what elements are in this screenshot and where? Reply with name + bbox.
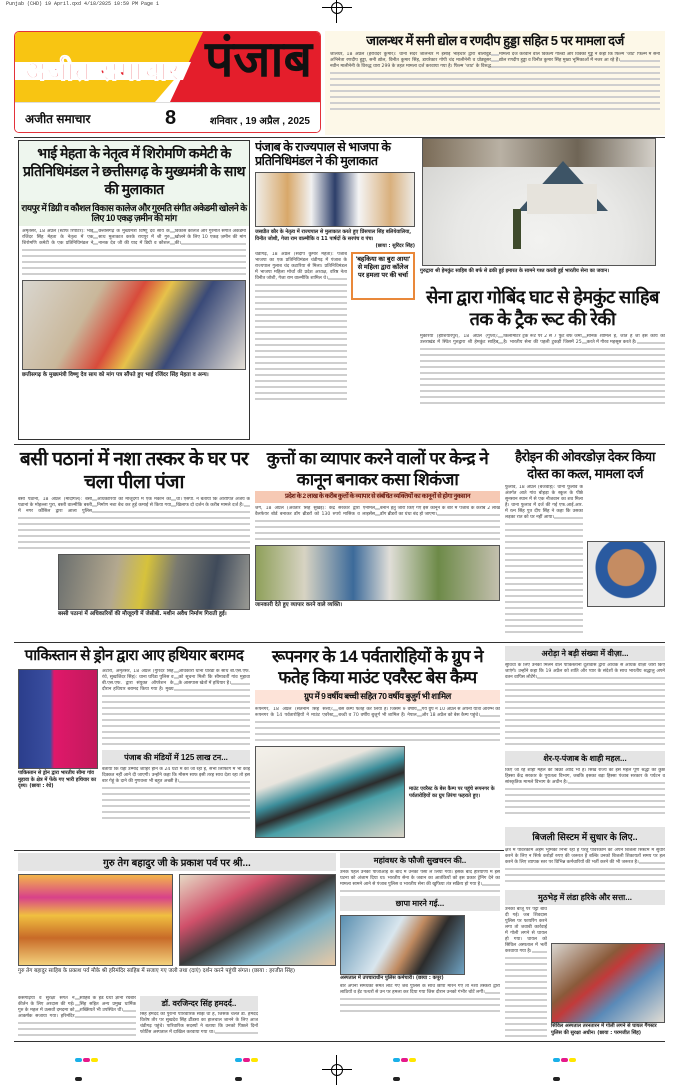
color-registration-bar xyxy=(553,1047,583,1051)
headline: सेना द्वारा गोबिंद घाट से हेमकुंट साहिब तक के ट्रैक रूट की रेकी xyxy=(426,287,659,329)
photo-caption: सिविल अस्पताल तरनतारन में गोली लगने से घायल गैंगस्टर पुलिस की सुरक्षा अधीन। xyxy=(551,1023,657,1036)
photo-caption: माउंट एवरैस्ट के बेस कैम्प पर पहुंचे रूपनगर के पर्वतारोहियों का ग्रुप तिरंगा फहराते हुए। xyxy=(409,785,495,799)
headline: पाकिस्तान से ड्रोन द्वारा आए हथियार बरामद xyxy=(24,647,244,664)
jump-head-chhapa: छापा मारने गई... xyxy=(340,896,500,911)
recovered-weapons-photo xyxy=(18,669,98,769)
victim-photo xyxy=(587,541,665,607)
photo-caption: जसप्रीत कौर के नेतृत्व में राज्यपाल से मुलाकात करते हुए प्रिंसपाल सिंह बलियेवालिया, विनीत जोशी, गेजा राम वाल्मीकि व 11 पार्षदों के सरपंच व पंच। xyxy=(255,228,412,242)
story-army-recce xyxy=(420,286,665,440)
body-text: रूपनगर, 18 अप्रैल (सतनाम सिंह सत्ती): रूपनगर के 14 पर्वतारोहियों ने माउंट एवरैस्ट बेस कैम्प फतेह कर लिया है। जिसमें 9 वर्षीय बच्ची व 70 वर्षीय बुजुर्ग भी शामिल हैं। नेपाल गये ग्रुप ने 10 अप्रैल से अपनी यात्रा आरम्भ की और 18 अप्रैल को बेस कैम्प पहुंचे। xyxy=(255,706,500,718)
photo-credit: (छाया : परमजीत सिंह) xyxy=(597,1030,642,1036)
photo-credit: (छाया : रंधे) xyxy=(29,783,54,789)
photo-caption: अस्पताल में उपचाराधीन पुलिस कर्मचारी। xyxy=(340,975,415,981)
pull-quote: 'बहकिया का बुरा आया' से महिला द्वारा कॉलेज पर हमला पर की चर्चा xyxy=(351,252,415,300)
body-text: किए जा रहे शाही महल की बिक्री आदि भी है। सिख राज्य का इस महल पूर्ण श्रद्धा का कुछ हिस्सा केंद्र सरकार के पुरातत्व विभाग, जबकि इसका बड़ा हिस्सा पंजाब सरकार के पर्यटन व सांस्कृतिक मामले विभाग के अधीन है। xyxy=(505,768,665,785)
photo-caption: छत्तीसगढ़ के मुख्यमंत्री विष्णु देव साय को मांग पत्र सौंपते हुए भाई रजिंदर सिंह मेहता व अन्य। xyxy=(22,371,209,378)
hemkunt-snow-photo xyxy=(422,138,656,266)
jump-head-mandi: पंजाब की मंडियों में 125 लाख टन... xyxy=(102,750,250,765)
body-text: क्षेत्र में पावरकॉम अहम भूमिका निभा रहा है परंतु पावरकॉम को अपने बिजली सिस्टम में सुधार करने के लिए न सिर्फ करोड़ों रुपए की जरूरत है बल्कि उनको बिजली शिकायतों समय पर हल करने के लिए व्यापक स्तर पर विभिन्न कर्मचारियों की भर्ती करने की भी जरूरत है। xyxy=(505,848,665,865)
story-drone-weapons xyxy=(18,646,250,848)
body-text: बताया कि यहां उम्मीद जाहिर होने के 24 घंटों में की जा रही है, सभी लिफ्टिंग में भी कोई दिक्कत नहीं आने दी जाएगी। उन्होंने कहा कि मौसम साफ इसी तरह साथ देता रहा तो इस बार गेहूं के दाने की गुणवत्ता भी बहुत अच्छी है। xyxy=(102,767,250,784)
hamdard-body-text: सिंह हमदर्द की पुरानी पारिवारिक सांझ थी है, जिसके चलते डॉ. हमदर्द विशेष तौर पर सुखदेव सिंह ढींडसा का हालचाल जानने के लिए आज चंडीगढ़ पहुंचे। पारिवारिक सदस्यों ने बताया कि उनको पिछले दिनों फोर्टिस अस्पताल में दाखिल करवाया गया था। xyxy=(140,1012,258,1035)
headline: कुत्तों का व्यापार करने वालों पर केन्द्र ने कानून बनाकर कसा शिकंजा xyxy=(266,449,489,489)
photo-caption: गुरु तेग बहादुर साहिब के प्रकाश पर्व मौके श्री हरिमंदिर साहिब में सजाए गए जलौ तथा (दाएं) दर्शन करने पहुंची संगत। xyxy=(18,968,251,974)
subhead: प्रदेश के 2 लाख के करीब कुत्तों के व्यापार से संबंधित व्यक्तियों का कानूनों से होगा नुकसान xyxy=(255,491,500,503)
jump-head-hamdard: डॉ. वरजिन्दर सिंह हमदर्द.. xyxy=(140,996,258,1011)
story-jalandhar xyxy=(325,31,665,135)
jump-sukhcharan-chhapa xyxy=(340,853,500,1039)
page-number: 8 xyxy=(165,107,177,129)
body-text: जग, 18 अप्रैल (अवतार सिंह सुखई): केंद्र सरकार द्वारा एनीमल वैलफेयर बोर्ड बनाकर डॉग ब्रीडरों को 130 रुपये मासिक व लाइसेंस बनाने हेतु जारी किए गए इस कानून के बारे में पंजाब के करीब 2 लाख डॉग ब्रीडरों का धंधा बंद हो जाएगा। xyxy=(255,505,500,517)
delegation-photo xyxy=(22,280,246,370)
jump-column-right xyxy=(505,646,665,822)
headline: गुरु तेग बहादुर जी के प्रकाश पर्व पर श्री... xyxy=(18,853,336,871)
story-dogs-law xyxy=(255,448,500,640)
injured-gangster-photo xyxy=(551,943,665,1023)
dog-traders-photo xyxy=(255,545,500,601)
photo-caption: बस्सी पठानां में अधिकारियों की मौजूदगी में जेसीबी. मशीन अवैध निर्माण गिराती हुई। xyxy=(58,611,227,617)
bulldozer-photo xyxy=(58,554,250,610)
subhead: ग्रुप में 9 वर्षीय बच्ची सहित 70 वर्षीय बुजुर्ग भी शामिल xyxy=(255,690,500,704)
body-text: उनके पहले उनको पीजीआई के बाद में उनका पैसा ले लिया गया। इसके बाद हरियाणा में इस घटना को अंजाम दिया था। भारतीय सेना के जवान का आतंकियों को इस प्रकार ट्रेनिंग देने का मामला सामने आने से पंजाब पुलिस व भारतीय सेना की खुफिया तंत्र सक्रिय हो गया है। xyxy=(340,870,500,887)
jump-head-encounter: मुठभेड़ में लंडा हरिके और सत्ता... xyxy=(505,890,665,905)
body-text: सुविधा के लिए उनको मिलने वाले पाकिस्तानी दूतावास द्वारा अधिक से अधिक वीज़ा जारी किए जाएंगे। उन्होंने कहा कि 19 अप्रैल को शांति और प्यार के संदेशों के साथ भारतीय श्रद्धालु अपने वतन वापिस लौटेंगे। xyxy=(505,663,665,680)
body-text: अमृतसर, 18 अप्रैल (स्टाफ रिपोर्टर): भाई रजिंदर सिंह मेहता के नेतृत्व में एक शिरोमणि कमेटी के एक प्रतिनिधिमंडल ने छत्तीसगढ़ के मुख्यमंत्री विष्णु देव साय के साथ मुलाकात करके रायपुर में श्री गुरु नानक देव जी की याद में डिग्री व कौशल विकास कालेज और गुरमति संगीत अकेडमी खोलने के लिए 10 एकड़ ज़मीन की मांग की। xyxy=(22,228,246,246)
body-text: मुकेरियां (होशियारपुर), 18 अप्रैल (गुप्ता): उत्तराखंड में स्थित गुरुद्वारा श्री हेमकुंट साहिब किलोमीटर ट्रैक रूट पर 2 से 7 फुट बर्फ जमा है। भारतीय सेना की पहली टुकड़ी जिसमें 25 सैनिक शामिल हैं, जाते हैं जो इस कार्य को करते में गौरव महसूस करते हैं। xyxy=(420,334,665,345)
photo-credit: (छाया : सुरिंदर सिंह) xyxy=(375,242,415,249)
photo-caption: पाकिस्तान से ड्रोन द्वारा भारतीय सीमा गांव मुहावा के क्षेत्र में फेंके गए भारी हथियार का दृश्य। xyxy=(18,770,97,789)
injured-cop-photo xyxy=(340,915,465,975)
darbar-decoration-photo xyxy=(18,874,173,966)
jump-head-arora: अरोड़ा ने बड़ी संख्या में वीज़ा... xyxy=(505,646,665,661)
body-text: जालंधर, 18 अप्रैल (हरविंदर कुमार): थाना सदर जालन्धर में ईसाई भाईचारे द्वारा बालीवुड अभिनेता रणदीप हुड्डा, सनी द्योल, विनीत कुमार सिंह, डायरेक्टर गोपी चंद मालीनेनी व प्रोड्यूसर नवीन मालीनेनी के विरुद्ध धारा 299 के तहत मामला दर्ज करवाया गया है। फिल्म 'जाट' के विरुद्ध मामला दर्ज करवाने वाले विकल्प गोल्डी और विक्की गुड्ड ने कहा कि फिल्म 'जाट' फिल्म में सनी द्योल रणदीप हुड्डा व विनीत कुमार सिंह मुख्य भूमिकाओं में नजर आ रहे हैं। xyxy=(330,51,660,69)
headline: बसी पठानां में नशा तस्कर के घर पर चला पीला पंजा xyxy=(19,449,249,493)
jump-bijli xyxy=(505,827,665,887)
story-guru-tegh-bahadur xyxy=(18,853,336,993)
color-registration-bar xyxy=(75,1047,105,1051)
story-heroin xyxy=(505,448,665,640)
edition-name: पंजाब xyxy=(205,31,312,87)
headline: रूपनगर के 14 पर्वतारोहियों के ग्रुप ने फतेह किया माउंट एवरैस्ट बेस कैम्प xyxy=(271,647,484,687)
headline: जालन्धर में सनी द्योल व रणदीप हुड्डा सहित 5 पर मामला दर्ज xyxy=(366,33,624,48)
jump-head-sukhcharan: महांवधर के फौजी सुखचरन की.. xyxy=(340,853,500,868)
photo-credit: (छाया : हरजीत सिंह) xyxy=(251,968,295,974)
paper-name: अजीत समाचार xyxy=(25,56,181,86)
sangat-photo xyxy=(179,874,336,966)
registration-crosshair-bottom xyxy=(322,1055,352,1085)
footer-paper-name: अजीत समाचार xyxy=(25,112,91,126)
photo-caption: जानकारी देते हुए व्यापार करने वाले व्यक्ति। xyxy=(255,601,343,608)
subhead: रायपुर में डिग्री व कौशल विकास कालेज और गुरमति संगीत अकेडमी खोलने के लिए 10 एकड़ ज़मीन की मांग xyxy=(19,201,249,226)
story-everest xyxy=(255,646,500,848)
story-governor xyxy=(255,140,415,440)
jump-encounter xyxy=(505,890,665,1040)
jump-hamdard xyxy=(140,996,258,1011)
registration-crosshair-top xyxy=(322,0,352,23)
masthead xyxy=(14,31,321,133)
jump-head-bijli: बिजली सिस्टम में सुधार के लिए.. xyxy=(505,827,665,846)
body-text: फुलाव, 18 अप्रैल (बजवाह): थाना फुलाव के अंतर्गत आते गांव बोहड़ा के स्कूल के पीछे सुनसान स्थान में से एक नौजवान का शव मिला है। थाना फुलाव में दर्ज की गई एफ.आई.आर. में रत्न सिंह पुत्र दीप सिंह ने कहा कि उसका लड़का रात को घर नहीं आया। xyxy=(505,485,583,520)
jump-head-sher: शेर-ए-पंजाब के शाही महल... xyxy=(505,751,665,766)
color-registration-bar xyxy=(235,1047,265,1051)
body-text: बसी पठानां, 18 अप्रैल (मौदगिल): बसी पठानां के मोहल्ला पुरा, बस्ती वाल्मीकि बस्ती में नगर कौंसिल द्वारा आला पुलिस अधिकारियों की मौजूदगी में एक मकान का निर्माण नशा बेच कर हुई कमाई से किया गया था। एसपी. ने बताया कि आरोपित अजय के खिलाफ दो दर्जन के करीब मामले दर्ज हैं। xyxy=(18,497,250,514)
photo-credit: (छाया : कपूर) xyxy=(415,975,444,981)
headline: पंजाब के राज्यपाल से भाजपा के प्रतिनिधिमंडल ने की मुलाकात xyxy=(255,140,391,169)
story-mehta xyxy=(18,140,250,440)
body-text: उनकी बाजू पर पट्टी बांध दी गई। जब शिवदास पुलिस पर फायरिंग करने लगा तो जवाबी कार्रवाई में गोली लगने से घायल हो गया। घायल को सिविल अस्पताल में भर्ती करवाया गया है। xyxy=(505,907,547,954)
story-bassi-pathana xyxy=(18,448,250,640)
headline: हैरोइन की ओवरडोज़ देकर किया दोस्त का कत्ल, मामला दर्ज xyxy=(515,449,655,481)
mountaineers-photo xyxy=(255,746,405,838)
print-slug: Punjab (CHD) 19 April.qxd 4/18/2025 10:59 PM Page 1 xyxy=(6,1,160,7)
body-text: अटारी, अमृतसर, 18 अप्रैल (गुरिंदर सिंह रंधे, सुखजिंदर सिंह): थाना घरिंडा पुलिस व बी.एस.एफ. द्वारा संयुक्त ऑपरेशन के दौरान हथियार बरामद किया गया है। मुख्य अधिकारी थाना घरिंडा के साथ बी.एस.एफ. को सूचना मिली कि सीमावर्ती गांव मुहावा के आसपास खेतों में हथियार है। xyxy=(102,669,250,692)
guru-body-text: केसगढ़ियों व सुरक्षा संगत ने कीर्तन के लिए अरदास की गई। गुरु के महल में उत्सवों दमदमा को आकर्षक सजाया गया। हरिमंदिर साहिब के हेड ग्रंथी ज्ञानी रघबीर सिंह सहित अन्य प्रमुख धार्मिक शख्सियतें भी उपस्थित थीं। xyxy=(18,996,136,1019)
color-registration-bar xyxy=(393,1047,423,1051)
issue-date: शनिवार , 19 अप्रैल , 2025 xyxy=(209,116,310,127)
body-text: चंडीगढ़, 18 अप्रैल (संदीप कुमार महता): पंजाब भाजपा का एक प्रतिनिधिमंडल चंडीगढ़ में पंजाब के राज्यपाल गुलाब चंद कटारिया से मिला। प्रतिनिधिमंडल में भाजपा महिला मोर्चा की प्रदेश अध्यक्ष, वरिष्ठ नेता विनीत जोशी, गेजा राम वाल्मीकि शामिल थे। xyxy=(255,251,347,281)
snow-photo-caption: गुरुद्वारा श्री हेमकुंट साहिब की बर्फ से ढकी हुई इमारत के सामने गश्त करती हुई भारतीय सेना का जवान। xyxy=(420,268,610,274)
body-text: बार अपनों समर्थकों समेत लौट गए जब पुलिस के साथ छापा मारने गए तो नशा तस्करों द्वारा लाठियों व ईंट पत्थरों से उन पर हमला कर दिया गया जिस दौरान उनको गंभीर चोटें लगीं। xyxy=(340,984,500,995)
governor-photo xyxy=(255,172,415,227)
headline: भाई मेहता के नेतृत्व में शिरोमणि कमेटी के प्रतिनिधिमंडल ने छत्तीसगढ़ के मुख्यमंत्री के साथ की मुलाकात xyxy=(23,145,245,197)
